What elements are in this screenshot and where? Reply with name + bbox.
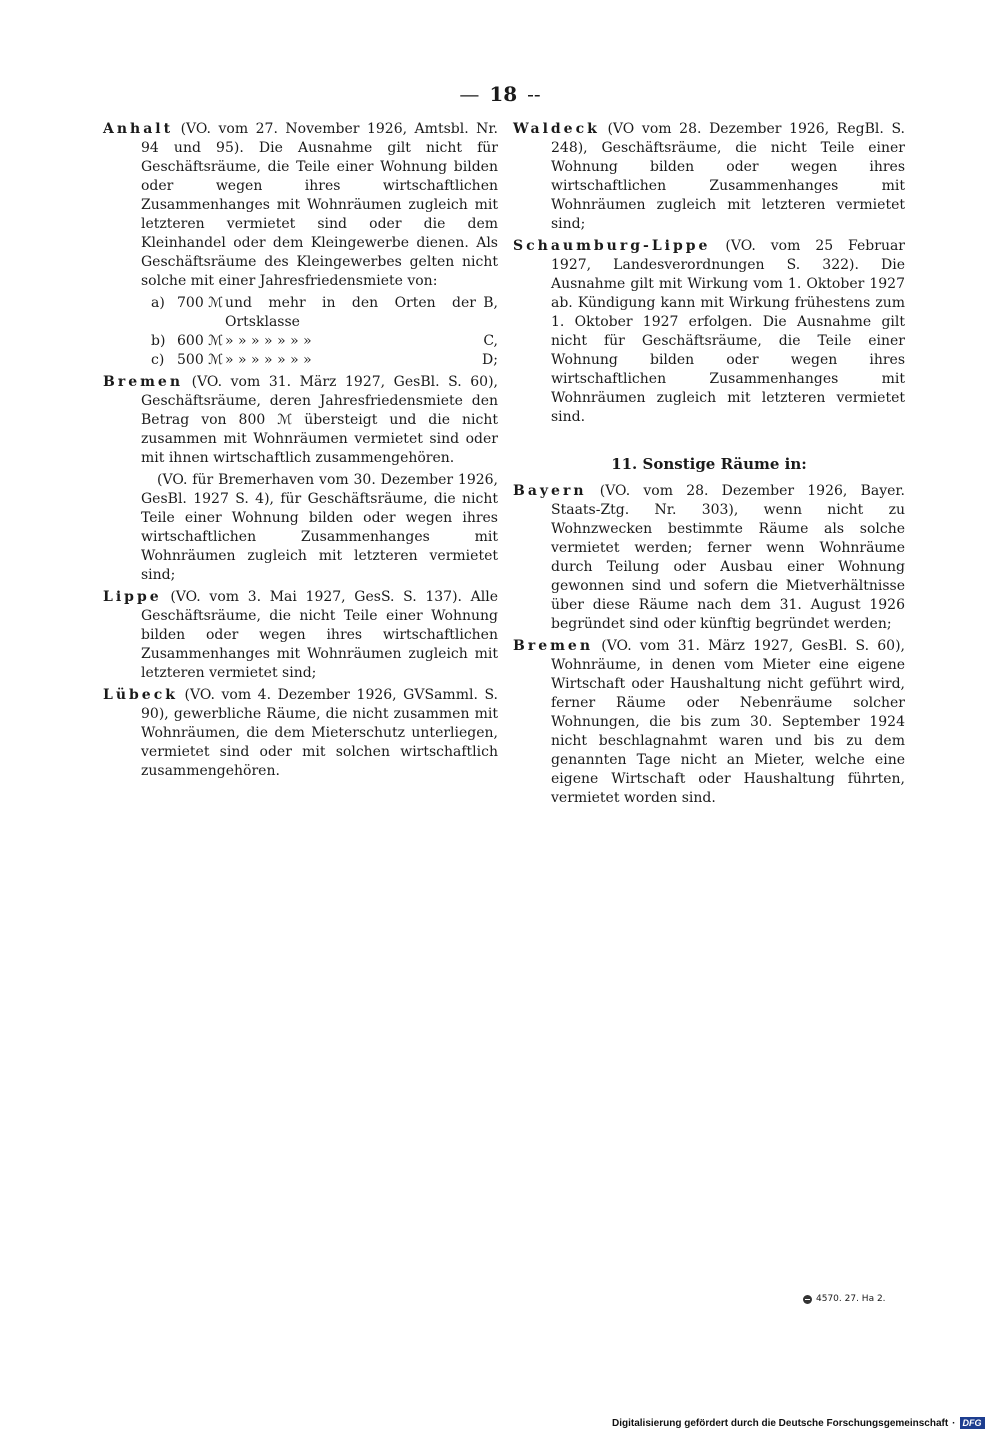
entry-text-anhalt: (VO. vom 27. November 1926, Amtsbl. Nr. 94 und 95). Die Ausnahme gilt nicht für Geschäftsräume, die Teile einer Wohnung bilden oder wegen ihres wirtschaftlichen Zusammenhanges mit Wohnräumen zugleich mit letzteren vermietet sind oder die dem Kleinhandel oder dem Kleingewerbe dienen. Als Geschäftsräume des Kleingewerbes gelten nicht solche mit einer Jahresfriedensmiete von: (141, 121, 498, 289)
item-label: a) (151, 295, 165, 311)
anhalt-rent-list (103, 294, 498, 370)
entry-text-schaumburg-lippe: (VO. vom 25 Februar 1927, Landesverordnungen S. 322). Die Ausnahme gilt mit Wirkung vom 1. Oktober 1927 ab. Kündigung kann mit Wirkung frühestens zum 1. Oktober 1927 erfolgen. Die Ausnahme gilt nicht für Geschäftsräume, die Teile einer Wohnung bilden oder wegen ihres wirtschaftlichen Zusammenhanges mit Wohnräumen zugleich mit letzteren vermietet sind. (551, 238, 906, 425)
entry-text-bremen: (VO. vom 31. März 1927, GesBl. S. 60), Geschäftsräume, deren Jahresfriedensmiete den Betrag von 800 ℳ übersteigt und die nicht zusammen mit Wohnräumen vermietet sind oder mit ihnen wirtschaftlich zusammengehören. (141, 374, 498, 466)
left-column (103, 120, 498, 784)
item-text: und mehr in den Orten der Ortsklasse (225, 295, 476, 330)
item-text: » » » » » » » (225, 352, 312, 368)
print-code (803, 1294, 886, 1304)
item-label: c) (151, 352, 165, 368)
digitization-credit (612, 1417, 985, 1429)
item-amount: 600 ℳ (177, 333, 224, 349)
entry-key-lippe: Lippe (103, 589, 162, 605)
page-number (0, 82, 1000, 106)
list-item (141, 294, 498, 332)
entry-key-bremen: Bremen (103, 374, 184, 390)
entry-anhalt (103, 120, 498, 291)
page-number-dash-left: — (459, 82, 480, 106)
entry-text-bremen-rooms: (VO. vom 31. März 1927, GesBl. S. 60), Wohnräume, in denen vom Mieter eine eigene Wirtschaft oder Haushaltung nicht geführt wird, ferner Räume oder Nebenräume solcher Wohnungen, die bis zum 30. September 1924 nicht beschlagnahmt waren und bis zu dem genannten Tage nicht an Mieter, welche eine eigene Wirtschaft oder Haushaltung führten, vermietet worden sind. (551, 638, 905, 806)
entry-bremen-rooms (513, 637, 905, 808)
entry-bremerhaven: (VO. für Bremerhaven vom 30. Dezember 1926, GesBl. 1927 S. 4), für Geschäftsräume, die nicht Teile einer Wohnung bilden oder wegen ihres wirtschaftlichen Zusammenhanges mit Wohnräumen zugleich mit letzteren vermietet sind; (141, 472, 498, 583)
entry-key-schaumburg-lippe: Schaumburg-Lippe (513, 238, 711, 254)
entry-bremen (103, 373, 498, 468)
item-label: b) (151, 333, 166, 349)
item-amount: 500 ℳ (177, 352, 224, 368)
entry-text-waldeck: (VO vom 28. Dezember 1926, RegBl. S. 248), Geschäftsräume, die nicht Teile einer Wohnung bilden oder wegen ihres wirtschaftlichen Zusammenhanges mit Wohnräumen zugleich mit letzteren vermietet sind; (551, 121, 905, 232)
entry-text-luebeck: (VO. vom 4. Dezember 1926, GVSamml. S. 90), gewerbliche Räume, die nicht zusammen mit Wohnräumen, die dem Mieterschutz unterliegen, vermietet sind oder mit solchen wirtschaftlich zusammengehören. (141, 687, 498, 779)
entry-key-waldeck: Waldeck (513, 121, 600, 137)
right-column (513, 120, 905, 811)
entry-key-luebeck: Lübeck (103, 687, 178, 703)
entry-key-bayern: Bayern (513, 483, 587, 499)
dfg-logo: DFG (960, 1417, 985, 1429)
item-text: » » » » » » » (225, 333, 312, 349)
entry-waldeck (513, 120, 905, 234)
item-class: C, (483, 333, 498, 349)
page-number-value: 18 (489, 82, 518, 106)
credit-text: Digitalisierung gefördert durch die Deutsche Forschungsgemeinschaft (612, 1417, 949, 1429)
entry-text-lippe: (VO. vom 3. Mai 1927, GesS. S. 137). Alle Geschäftsräume, die nicht Teile einer Wohnung bilden oder wegen ihres wirtschaftlichen Zusammenhanges mit Wohnräumen zugleich mit letzteren vermietet sind; (141, 589, 499, 681)
entry-luebeck (103, 686, 498, 781)
page-number-dash-right: -- (527, 82, 541, 106)
entry-key-anhalt: Anhalt (103, 121, 174, 137)
credit-separator: · (952, 1417, 956, 1429)
entry-bayern (513, 482, 905, 634)
list-item (141, 332, 498, 351)
entry-key-bremen-rooms: Bremen (513, 638, 594, 654)
list-item (141, 351, 498, 370)
entry-text-bayern: (VO. vom 28. Dezember 1926, Bayer. Staats-Ztg. Nr. 303), wenn nicht zu Wohnzwecken bestimmte Räume als solche vermietet werden; ferner wenn Wohnräume durch Teilung oder Ausbau einer Wohnung gewonnen sind und sofern die Mietverhältnisse über diese Räume nach dem 31. August 1926 begründet sind oder künftig begründet werden; (551, 483, 905, 632)
section-heading: 11. Sonstige Räume in: (611, 455, 807, 473)
entry-schaumburg-lippe (513, 237, 905, 427)
item-class: D; (482, 352, 498, 368)
print-code-text: 4570. 27. Ha 2. (816, 1294, 886, 1304)
item-amount: 700 ℳ (177, 295, 224, 311)
item-class: B, (483, 295, 498, 311)
circle-cross-icon (803, 1295, 812, 1304)
entry-lippe (103, 588, 498, 683)
